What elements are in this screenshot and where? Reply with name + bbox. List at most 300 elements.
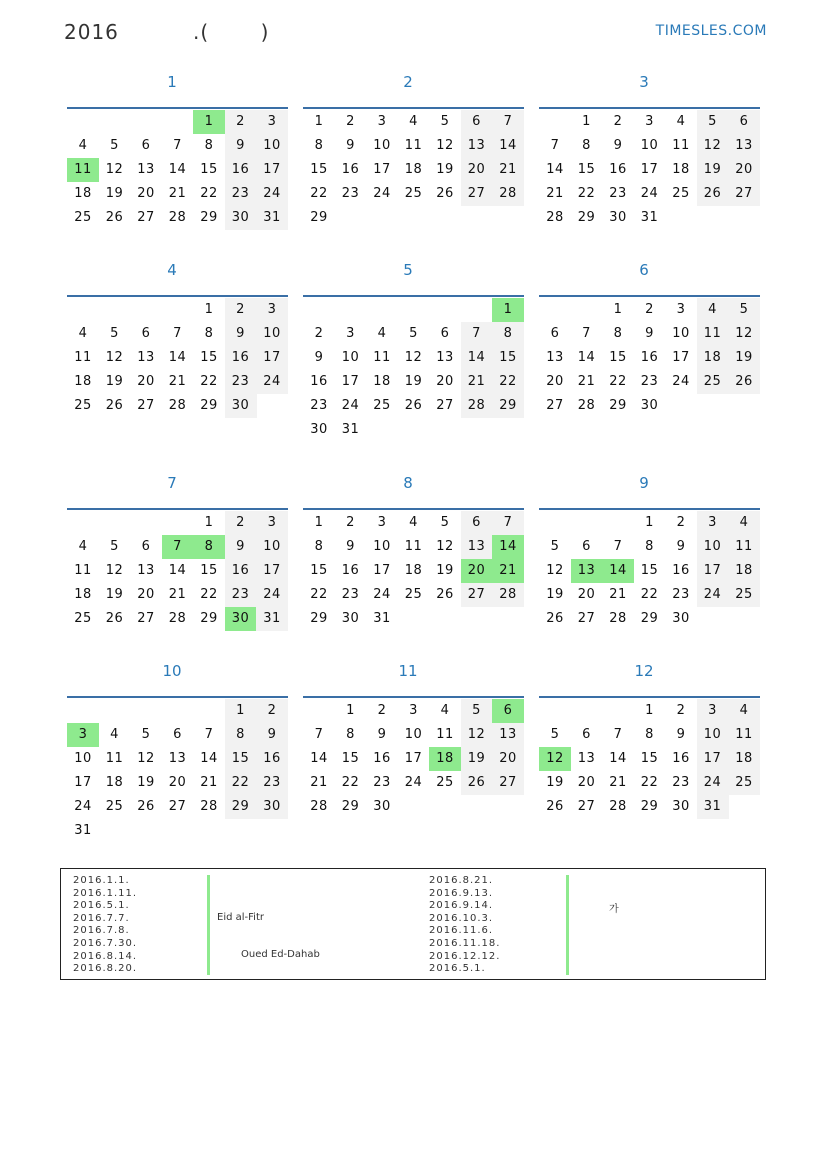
day-cell[interactable]: 12 — [137, 751, 155, 766]
day-cell[interactable]: 21 — [461, 370, 493, 394]
day-cell[interactable]: 7 — [582, 326, 591, 341]
day-cell[interactable]: 30 — [256, 795, 288, 819]
day-cell[interactable]: 27 — [728, 182, 760, 206]
day-cell[interactable]: 4 — [377, 326, 387, 341]
day-cell[interactable]: 22 — [200, 587, 218, 602]
day-cell[interactable]: 14 — [546, 162, 564, 177]
day-cell[interactable]: 22 — [609, 374, 627, 389]
day-cell[interactable]: 8 — [193, 535, 225, 559]
day-cell[interactable]: 25 — [404, 186, 423, 201]
day-cell[interactable]: 6 — [728, 110, 760, 134]
day-cell[interactable]: 27 — [137, 611, 155, 626]
day-cell[interactable]: 18 — [105, 775, 124, 790]
day-cell[interactable]: 16 — [225, 158, 257, 182]
day-cell[interactable]: 17 — [404, 751, 423, 766]
day-cell[interactable]: 9 — [225, 535, 257, 559]
day-cell[interactable]: 31 — [341, 422, 360, 437]
day-cell[interactable]: 12 — [539, 747, 571, 771]
day-cell[interactable]: 24 — [373, 186, 391, 201]
day-cell[interactable]: 28 — [310, 799, 328, 814]
day-cell[interactable]: 23 — [341, 186, 360, 201]
day-cell[interactable]: 7 — [492, 511, 524, 535]
day-cell[interactable]: 15 — [640, 563, 659, 578]
day-cell[interactable]: 18 — [74, 587, 92, 602]
day-cell[interactable]: 20 — [492, 747, 524, 771]
day-cell[interactable]: 26 — [546, 799, 564, 814]
day-cell[interactable]: 8 — [645, 727, 654, 742]
day-cell[interactable]: 26 — [404, 398, 423, 413]
day-cell[interactable]: 10 — [640, 138, 659, 153]
day-cell[interactable]: 24 — [697, 583, 729, 607]
day-cell[interactable]: 16 — [640, 350, 659, 365]
day-cell[interactable]: 24 — [373, 587, 391, 602]
day-cell[interactable]: 16 — [225, 559, 257, 583]
day-cell[interactable]: 10 — [697, 723, 729, 747]
day-cell[interactable]: 21 — [546, 186, 564, 201]
day-cell[interactable]: 1 — [582, 114, 591, 129]
day-cell[interactable]: 26 — [105, 398, 124, 413]
day-cell[interactable]: 9 — [377, 727, 387, 742]
day-cell[interactable]: 25 — [373, 398, 391, 413]
day-cell[interactable]: 28 — [609, 611, 627, 626]
day-cell[interactable]: 16 — [225, 346, 257, 370]
day-cell[interactable]: 21 — [200, 775, 218, 790]
day-cell[interactable]: 6 — [461, 110, 493, 134]
day-cell[interactable]: 12 — [404, 350, 423, 365]
day-cell[interactable]: 21 — [492, 158, 524, 182]
day-cell[interactable]: 27 — [492, 771, 524, 795]
day-cell[interactable]: 31 — [640, 210, 659, 225]
day-cell[interactable]: 25 — [672, 186, 690, 201]
day-cell[interactable]: 13 — [168, 751, 187, 766]
day-cell[interactable]: 13 — [546, 350, 564, 365]
day-cell[interactable]: 2 — [225, 110, 257, 134]
day-cell[interactable]: 11 — [105, 751, 124, 766]
day-cell[interactable]: 2 — [256, 699, 288, 723]
day-cell[interactable]: 23 — [373, 775, 391, 790]
day-cell[interactable]: 14 — [168, 350, 187, 365]
day-cell[interactable]: 1 — [204, 302, 214, 317]
day-cell[interactable]: 26 — [728, 370, 760, 394]
day-cell[interactable]: 6 — [141, 138, 151, 153]
day-cell[interactable]: 23 — [640, 374, 659, 389]
day-cell[interactable]: 12 — [697, 134, 729, 158]
day-cell[interactable]: 3 — [377, 114, 387, 129]
day-cell[interactable]: 7 — [550, 138, 560, 153]
day-cell[interactable]: 3 — [256, 511, 288, 535]
day-cell[interactable]: 13 — [461, 134, 493, 158]
day-cell[interactable]: 23 — [225, 182, 257, 206]
day-cell[interactable]: 26 — [137, 799, 155, 814]
day-cell[interactable]: 4 — [697, 298, 729, 322]
day-cell[interactable]: 21 — [609, 587, 627, 602]
day-cell[interactable]: 4 — [409, 515, 418, 530]
day-cell[interactable]: 11 — [373, 350, 391, 365]
day-cell[interactable]: 1 — [645, 515, 654, 530]
day-cell[interactable]: 27 — [461, 583, 493, 607]
day-cell[interactable]: 10 — [74, 751, 92, 766]
day-cell[interactable]: 19 — [546, 775, 564, 790]
day-cell[interactable]: 22 — [341, 775, 360, 790]
day-cell[interactable]: 27 — [137, 398, 155, 413]
day-cell[interactable]: 16 — [672, 563, 690, 578]
day-cell[interactable]: 3 — [256, 298, 288, 322]
day-cell[interactable]: 16 — [609, 162, 627, 177]
day-cell[interactable]: 27 — [546, 398, 564, 413]
day-cell[interactable]: 3 — [676, 302, 686, 317]
day-cell[interactable]: 30 — [225, 206, 257, 230]
day-cell[interactable]: 19 — [436, 162, 454, 177]
day-cell[interactable]: 19 — [105, 587, 124, 602]
day-cell[interactable]: 30 — [373, 799, 391, 814]
day-cell[interactable]: 13 — [137, 350, 155, 365]
day-cell[interactable]: 1 — [204, 515, 214, 530]
day-cell[interactable]: 11 — [697, 322, 729, 346]
day-cell[interactable]: 4 — [78, 539, 88, 554]
day-cell[interactable]: 8 — [645, 539, 654, 554]
day-cell[interactable]: 24 — [640, 186, 659, 201]
day-cell[interactable]: 7 — [204, 727, 214, 742]
day-cell[interactable]: 6 — [173, 727, 182, 742]
day-cell[interactable]: 24 — [341, 398, 360, 413]
day-cell[interactable]: 23 — [672, 775, 690, 790]
day-cell[interactable]: 12 — [105, 162, 124, 177]
day-cell[interactable]: 23 — [310, 398, 328, 413]
day-cell[interactable]: 24 — [404, 775, 423, 790]
day-cell[interactable]: 24 — [256, 583, 288, 607]
day-cell[interactable]: 9 — [256, 723, 288, 747]
day-cell[interactable]: 18 — [697, 346, 729, 370]
day-cell[interactable]: 15 — [200, 350, 218, 365]
day-cell[interactable]: 6 — [492, 699, 524, 723]
day-cell[interactable]: 15 — [310, 162, 328, 177]
day-cell[interactable]: 30 — [341, 611, 360, 626]
day-cell[interactable]: 3 — [645, 114, 654, 129]
day-cell[interactable]: 1 — [492, 298, 524, 322]
day-cell[interactable]: 25 — [436, 775, 454, 790]
day-cell[interactable]: 14 — [461, 346, 493, 370]
day-cell[interactable]: 17 — [341, 374, 360, 389]
day-cell[interactable]: 3 — [256, 110, 288, 134]
day-cell[interactable]: 20 — [436, 374, 454, 389]
day-cell[interactable]: 30 — [225, 607, 257, 631]
day-cell[interactable]: 18 — [429, 747, 461, 771]
day-cell[interactable]: 12 — [436, 539, 454, 554]
day-cell[interactable]: 31 — [256, 206, 288, 230]
day-cell[interactable]: 3 — [697, 699, 729, 723]
day-cell[interactable]: 6 — [550, 326, 560, 341]
day-cell[interactable]: 15 — [225, 747, 257, 771]
day-cell[interactable]: 29 — [492, 394, 524, 418]
day-cell[interactable]: 7 — [461, 322, 493, 346]
day-cell[interactable]: 29 — [200, 398, 218, 413]
day-cell[interactable]: 7 — [173, 326, 182, 341]
day-cell[interactable]: 4 — [728, 699, 760, 723]
day-cell[interactable]: 13 — [577, 751, 596, 766]
day-cell[interactable]: 5 — [550, 539, 560, 554]
day-cell[interactable]: 13 — [728, 134, 760, 158]
day-cell[interactable]: 14 — [168, 563, 187, 578]
day-cell[interactable]: 30 — [672, 799, 690, 814]
day-cell[interactable]: 1 — [613, 302, 623, 317]
day-cell[interactable]: 9 — [225, 134, 257, 158]
day-cell[interactable]: 22 — [492, 370, 524, 394]
day-cell[interactable]: 28 — [492, 182, 524, 206]
day-cell[interactable]: 13 — [436, 350, 454, 365]
day-cell[interactable]: 25 — [74, 398, 92, 413]
day-cell[interactable]: 9 — [225, 322, 257, 346]
day-cell[interactable]: 17 — [74, 775, 92, 790]
day-cell[interactable]: 28 — [577, 398, 596, 413]
day-cell[interactable]: 10 — [373, 539, 391, 554]
day-cell[interactable]: 20 — [577, 587, 596, 602]
day-cell[interactable]: 6 — [582, 539, 591, 554]
day-cell[interactable]: 10 — [373, 138, 391, 153]
day-cell[interactable]: 15 — [341, 751, 360, 766]
day-cell[interactable]: 28 — [200, 799, 218, 814]
day-cell[interactable]: 22 — [200, 186, 218, 201]
day-cell[interactable]: 12 — [546, 563, 564, 578]
day-cell[interactable]: 18 — [728, 559, 760, 583]
day-cell[interactable]: 29 — [310, 611, 328, 626]
day-cell[interactable]: 15 — [577, 162, 596, 177]
day-cell[interactable]: 5 — [141, 727, 151, 742]
day-cell[interactable]: 29 — [200, 210, 218, 225]
day-cell[interactable]: 31 — [74, 823, 92, 838]
day-cell[interactable]: 1 — [346, 703, 355, 718]
day-cell[interactable]: 8 — [314, 539, 324, 554]
day-cell[interactable]: 26 — [697, 182, 729, 206]
day-cell[interactable]: 21 — [310, 775, 328, 790]
day-cell[interactable]: 6 — [141, 539, 151, 554]
day-cell[interactable]: 22 — [310, 186, 328, 201]
day-cell[interactable]: 29 — [200, 611, 218, 626]
day-cell[interactable]: 7 — [162, 535, 194, 559]
day-cell[interactable]: 20 — [546, 374, 564, 389]
day-cell[interactable]: 4 — [728, 511, 760, 535]
day-cell[interactable]: 21 — [577, 374, 596, 389]
day-cell[interactable]: 2 — [645, 302, 654, 317]
day-cell[interactable]: 29 — [310, 210, 328, 225]
day-cell[interactable]: 1 — [645, 703, 654, 718]
day-cell[interactable]: 2 — [676, 703, 686, 718]
day-cell[interactable]: 12 — [105, 350, 124, 365]
day-cell[interactable]: 14 — [602, 559, 634, 583]
day-cell[interactable]: 31 — [697, 795, 729, 819]
day-cell[interactable]: 17 — [697, 747, 729, 771]
day-cell[interactable]: 10 — [697, 535, 729, 559]
day-cell[interactable]: 10 — [256, 535, 288, 559]
day-cell[interactable]: 5 — [550, 727, 560, 742]
day-cell[interactable]: 30 — [672, 611, 690, 626]
day-cell[interactable]: 28 — [609, 799, 627, 814]
day-cell[interactable]: 7 — [173, 138, 182, 153]
day-cell[interactable]: 9 — [314, 350, 324, 365]
day-cell[interactable]: 26 — [105, 210, 124, 225]
day-cell[interactable]: 27 — [577, 799, 596, 814]
day-cell[interactable]: 28 — [492, 583, 524, 607]
day-cell[interactable]: 8 — [582, 138, 591, 153]
day-cell[interactable]: 2 — [377, 703, 387, 718]
site-logo[interactable]: TIMESLES.COM — [655, 23, 767, 39]
day-cell[interactable]: 17 — [256, 158, 288, 182]
day-cell[interactable]: 2 — [225, 511, 257, 535]
day-cell[interactable]: 11 — [672, 138, 690, 153]
day-cell[interactable]: 14 — [577, 350, 596, 365]
day-cell[interactable]: 20 — [461, 158, 493, 182]
day-cell[interactable]: 15 — [200, 563, 218, 578]
day-cell[interactable]: 18 — [404, 162, 423, 177]
day-cell[interactable]: 24 — [672, 374, 690, 389]
day-cell[interactable]: 4 — [110, 727, 119, 742]
day-cell[interactable]: 28 — [168, 611, 187, 626]
day-cell[interactable]: 30 — [225, 394, 257, 418]
day-cell[interactable]: 9 — [346, 138, 355, 153]
day-cell[interactable]: 5 — [110, 539, 119, 554]
day-cell[interactable]: 14 — [492, 535, 524, 559]
day-cell[interactable]: 28 — [461, 394, 493, 418]
day-cell[interactable]: 18 — [74, 186, 92, 201]
day-cell[interactable]: 11 — [67, 158, 99, 182]
day-cell[interactable]: 2 — [225, 298, 257, 322]
day-cell[interactable]: 19 — [404, 374, 423, 389]
day-cell[interactable]: 13 — [571, 559, 603, 583]
day-cell[interactable]: 14 — [200, 751, 218, 766]
day-cell[interactable]: 26 — [105, 611, 124, 626]
day-cell[interactable]: 8 — [314, 138, 324, 153]
day-cell[interactable]: 22 — [640, 587, 659, 602]
day-cell[interactable]: 12 — [728, 322, 760, 346]
day-cell[interactable]: 5 — [440, 515, 450, 530]
day-cell[interactable]: 19 — [697, 158, 729, 182]
day-cell[interactable]: 10 — [256, 134, 288, 158]
day-cell[interactable]: 20 — [137, 587, 155, 602]
day-cell[interactable]: 2 — [314, 326, 324, 341]
day-cell[interactable]: 18 — [672, 162, 690, 177]
day-cell[interactable]: 8 — [492, 322, 524, 346]
day-cell[interactable]: 13 — [137, 162, 155, 177]
day-cell[interactable]: 18 — [404, 563, 423, 578]
day-cell[interactable]: 5 — [409, 326, 418, 341]
day-cell[interactable]: 6 — [141, 326, 151, 341]
day-cell[interactable]: 4 — [78, 138, 88, 153]
day-cell[interactable]: 22 — [577, 186, 596, 201]
day-cell[interactable]: 3 — [409, 703, 418, 718]
day-cell[interactable]: 23 — [341, 587, 360, 602]
day-cell[interactable]: 10 — [404, 727, 423, 742]
day-cell[interactable]: 16 — [310, 374, 328, 389]
day-cell[interactable]: 10 — [256, 322, 288, 346]
day-cell[interactable]: 14 — [492, 134, 524, 158]
day-cell[interactable]: 13 — [461, 535, 493, 559]
day-cell[interactable]: 15 — [609, 350, 627, 365]
day-cell[interactable]: 3 — [697, 511, 729, 535]
day-cell[interactable]: 19 — [546, 587, 564, 602]
day-cell[interactable]: 23 — [672, 587, 690, 602]
day-cell[interactable]: 24 — [256, 182, 288, 206]
day-cell[interactable]: 20 — [577, 775, 596, 790]
day-cell[interactable]: 2 — [676, 515, 686, 530]
day-cell[interactable]: 25 — [728, 771, 760, 795]
day-cell[interactable]: 23 — [256, 771, 288, 795]
day-cell[interactable]: 29 — [640, 611, 659, 626]
day-cell[interactable]: 17 — [256, 559, 288, 583]
day-cell[interactable]: 13 — [492, 723, 524, 747]
day-cell[interactable]: 5 — [110, 326, 119, 341]
day-cell[interactable]: 26 — [436, 186, 454, 201]
day-cell[interactable]: 29 — [577, 210, 596, 225]
day-cell[interactable]: 30 — [310, 422, 328, 437]
day-cell[interactable]: 31 — [256, 607, 288, 631]
day-cell[interactable]: 8 — [204, 326, 214, 341]
day-cell[interactable]: 29 — [341, 799, 360, 814]
day-cell[interactable]: 30 — [640, 398, 659, 413]
day-cell[interactable]: 20 — [728, 158, 760, 182]
day-cell[interactable]: 26 — [546, 611, 564, 626]
day-cell[interactable]: 1 — [193, 110, 225, 134]
day-cell[interactable]: 5 — [110, 138, 119, 153]
day-cell[interactable]: 11 — [728, 723, 760, 747]
day-cell[interactable]: 5 — [461, 699, 493, 723]
day-cell[interactable]: 15 — [640, 751, 659, 766]
day-cell[interactable]: 4 — [78, 326, 88, 341]
day-cell[interactable]: 24 — [74, 799, 92, 814]
day-cell[interactable]: 1 — [314, 515, 324, 530]
day-cell[interactable]: 4 — [409, 114, 418, 129]
day-cell[interactable]: 9 — [676, 727, 686, 742]
day-cell[interactable]: 20 — [137, 374, 155, 389]
day-cell[interactable]: 16 — [672, 751, 690, 766]
day-cell[interactable]: 7 — [314, 727, 324, 742]
day-cell[interactable]: 25 — [74, 210, 92, 225]
day-cell[interactable]: 19 — [461, 747, 493, 771]
day-cell[interactable]: 12 — [105, 563, 124, 578]
day-cell[interactable]: 10 — [341, 350, 360, 365]
day-cell[interactable]: 13 — [137, 563, 155, 578]
day-cell[interactable]: 18 — [74, 374, 92, 389]
day-cell[interactable]: 23 — [225, 370, 257, 394]
day-cell[interactable]: 16 — [341, 162, 360, 177]
day-cell[interactable]: 8 — [204, 138, 214, 153]
day-cell[interactable]: 9 — [613, 138, 623, 153]
day-cell[interactable]: 27 — [577, 611, 596, 626]
day-cell[interactable]: 9 — [645, 326, 654, 341]
day-cell[interactable]: 25 — [74, 611, 92, 626]
day-cell[interactable]: 22 — [225, 771, 257, 795]
day-cell[interactable]: 10 — [672, 326, 690, 341]
day-cell[interactable]: 6 — [440, 326, 450, 341]
day-cell[interactable]: 28 — [168, 398, 187, 413]
day-cell[interactable]: 12 — [461, 723, 493, 747]
day-cell[interactable]: 29 — [640, 799, 659, 814]
day-cell[interactable]: 1 — [225, 699, 257, 723]
day-cell[interactable]: 31 — [373, 611, 391, 626]
day-cell[interactable]: 2 — [613, 114, 623, 129]
day-cell[interactable]: 15 — [492, 346, 524, 370]
day-cell[interactable]: 26 — [461, 771, 493, 795]
day-cell[interactable]: 14 — [609, 751, 627, 766]
day-cell[interactable]: 11 — [74, 563, 92, 578]
day-cell[interactable]: 19 — [436, 563, 454, 578]
day-cell[interactable]: 22 — [310, 587, 328, 602]
day-cell[interactable]: 3 — [377, 515, 387, 530]
day-cell[interactable]: 21 — [168, 186, 187, 201]
day-cell[interactable]: 5 — [697, 110, 729, 134]
day-cell[interactable]: 11 — [728, 535, 760, 559]
day-cell[interactable]: 18 — [728, 747, 760, 771]
day-cell[interactable]: 7 — [613, 727, 623, 742]
day-cell[interactable]: 6 — [461, 511, 493, 535]
